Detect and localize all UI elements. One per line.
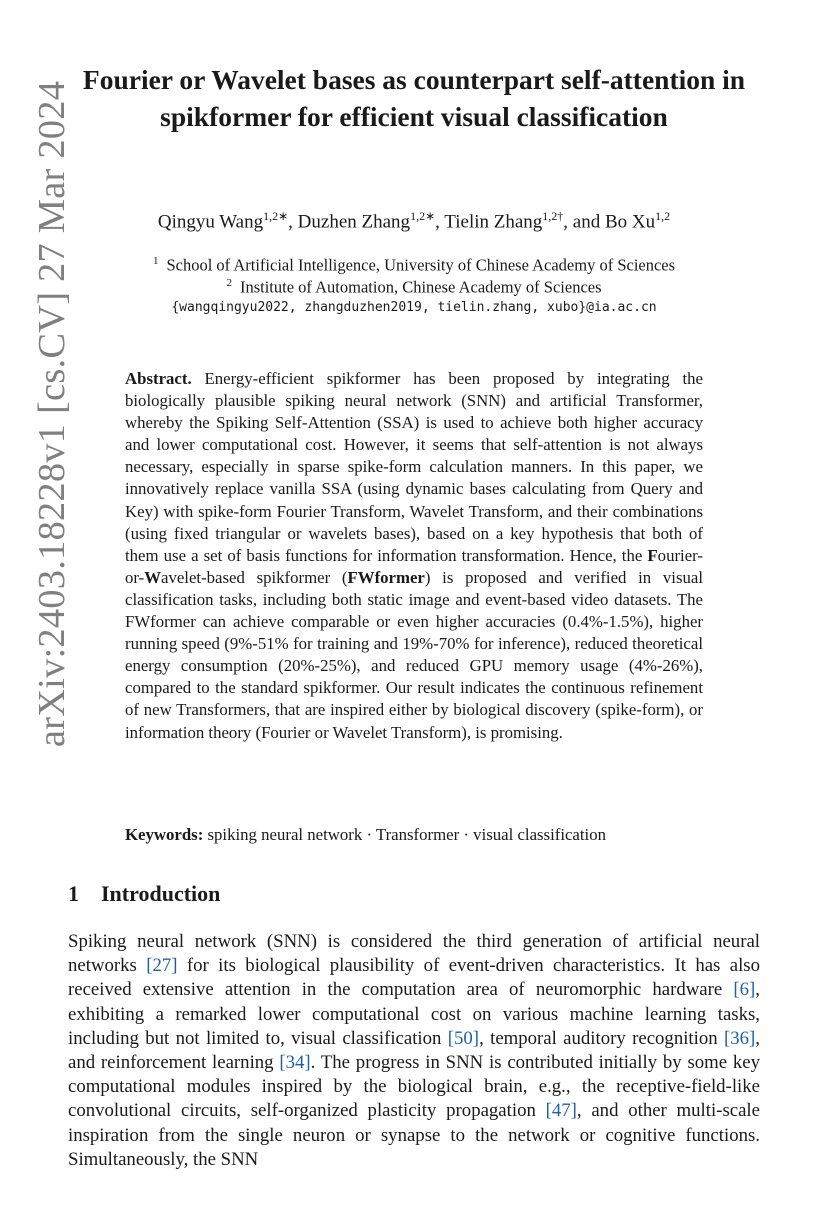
body-text: , and other multi-scale inspiration from the single neuron or synapse to the network or cognitive functions. Simultaneously, the SNN <box>68 1100 760 1170</box>
body-text: , temporal auditory recognition <box>479 1027 724 1049</box>
citation-link[interactable]: [34] <box>279 1052 311 1074</box>
abstract-emphasis: F <box>647 545 658 565</box>
arxiv-sidebar <box>28 60 76 768</box>
author-name: Tielin Zhang <box>444 211 543 233</box>
affiliation-1 <box>80 255 748 276</box>
author-name: Qingyu Wang <box>157 211 264 233</box>
author-affiliation-mark: 1,2∗ <box>410 209 436 223</box>
author-separator: , and <box>563 211 605 233</box>
section-number: 1 <box>68 881 79 906</box>
citation-link[interactable]: [27] <box>146 955 178 977</box>
section-heading <box>68 881 220 907</box>
author-name: Bo Xu <box>604 211 656 233</box>
author-emails: {wangqingyu2022, zhangduzhen2019, tielin.zhang, xubo}@ia.ac.cn <box>171 300 657 315</box>
abstract-text: avelet-based spikformer ( <box>161 567 348 587</box>
affiliation-2 <box>80 277 748 298</box>
abstract <box>125 368 703 744</box>
keywords-label: Keywords: <box>125 825 204 844</box>
citation-link[interactable]: [6] <box>733 979 756 1001</box>
keywords <box>125 825 725 845</box>
abstract-emphasis: W <box>144 567 162 587</box>
body-text: , exhibiting a remarked lower computational cost on various machine learning tasks, including but not limited to, visual classification <box>68 979 760 1049</box>
author-separator: , <box>288 211 298 233</box>
abstract-label: Abstract. <box>125 369 192 388</box>
author-list <box>80 209 748 233</box>
body-text: , and reinforcement learning <box>68 1027 760 1074</box>
author-affiliation-mark: 1,2 <box>655 209 671 223</box>
section-title: Introduction <box>101 881 221 906</box>
citation-link[interactable]: [47] <box>545 1100 577 1122</box>
keywords-text: spiking neural network · Transformer · visual classification <box>207 825 606 844</box>
author-affiliation-mark: 1,2† <box>542 209 564 223</box>
body-text: . The progress in SNN is contributed initially by some key computational modules inspired by the biological brain, e.g., the receptive-field-like convolutional circuits, self-organized plasticity propagation <box>68 1052 760 1122</box>
body-text: for its biological plausibility of event-driven characteristics. It has also received extensive attention in the computation area of neuromorphic hardware <box>68 955 760 1001</box>
abstract-text: ) is proposed and verified in visual classification tasks, including both static image and event-based video datasets. The FWformer can achieve comparable or even higher accuracies (0.4%-1.5%), higher running speed (9%-51% for training and 19%-70% for inference), reduced theoretical energy consumption (20%-25%), and reduced GPU memory usage (4%-26%), compared to the standard spikformer. Our result indicates the continuous refinement of new Transformers, that are inspired either by biological discovery (spike-form), or information theory (Fourier or Wavelet Transform), is promising. <box>125 567 704 742</box>
affiliation-number: 1 <box>152 255 159 267</box>
citation-link[interactable]: [50] <box>447 1027 480 1049</box>
author-name: Duzhen Zhang <box>297 211 411 233</box>
abstract-text: Energy-efficient spikformer has been proposed by integrating the biologically plausible spiking neural network (SNN) and artificial Transformer, whereby the Spiking Self-Attention (SSA) is used to achieve both higher accuracy and lower computational cost. However, it seems that self-attention is not always necessary, especially in sparse spike-form calculation manners. In this paper, we innovatively replace vanilla SSA (using dynamic bases calculating from Query and Key) with spike-form Fourier Transform, Wavelet Transform, and their combinations (using fixed triangular or wavelets bases), based on a key hypothesis that both of them use a set of basis functions for information transformation. Hence, the <box>125 369 703 565</box>
arxiv-identifier: arXiv:2403.18228v1 [cs.CV] 27 Mar 2024 <box>31 80 73 748</box>
author-affiliation-mark: 1,2∗ <box>263 209 289 223</box>
introduction-paragraph <box>68 930 760 1172</box>
abstract-emphasis: FWformer <box>347 567 425 587</box>
author-separator: , <box>435 211 445 233</box>
abstract-text: ourier-or- <box>125 545 703 587</box>
affiliation-number: 2 <box>226 277 232 289</box>
paper-title: Fourier or Wavelet bases as counterpart self-attention in spikformer for efficient visual classification <box>82 64 746 132</box>
affiliation-text: Institute of Automation, Chinese Academy of Sciences <box>239 277 602 297</box>
affiliation-text: School of Artificial Intelligence, University of Chinese Academy of Sciences <box>166 255 676 275</box>
body-text: Spiking neural network (SNN) is considered the third generation of artificial neural networks <box>68 931 760 977</box>
citation-link[interactable]: [36] <box>723 1027 756 1049</box>
